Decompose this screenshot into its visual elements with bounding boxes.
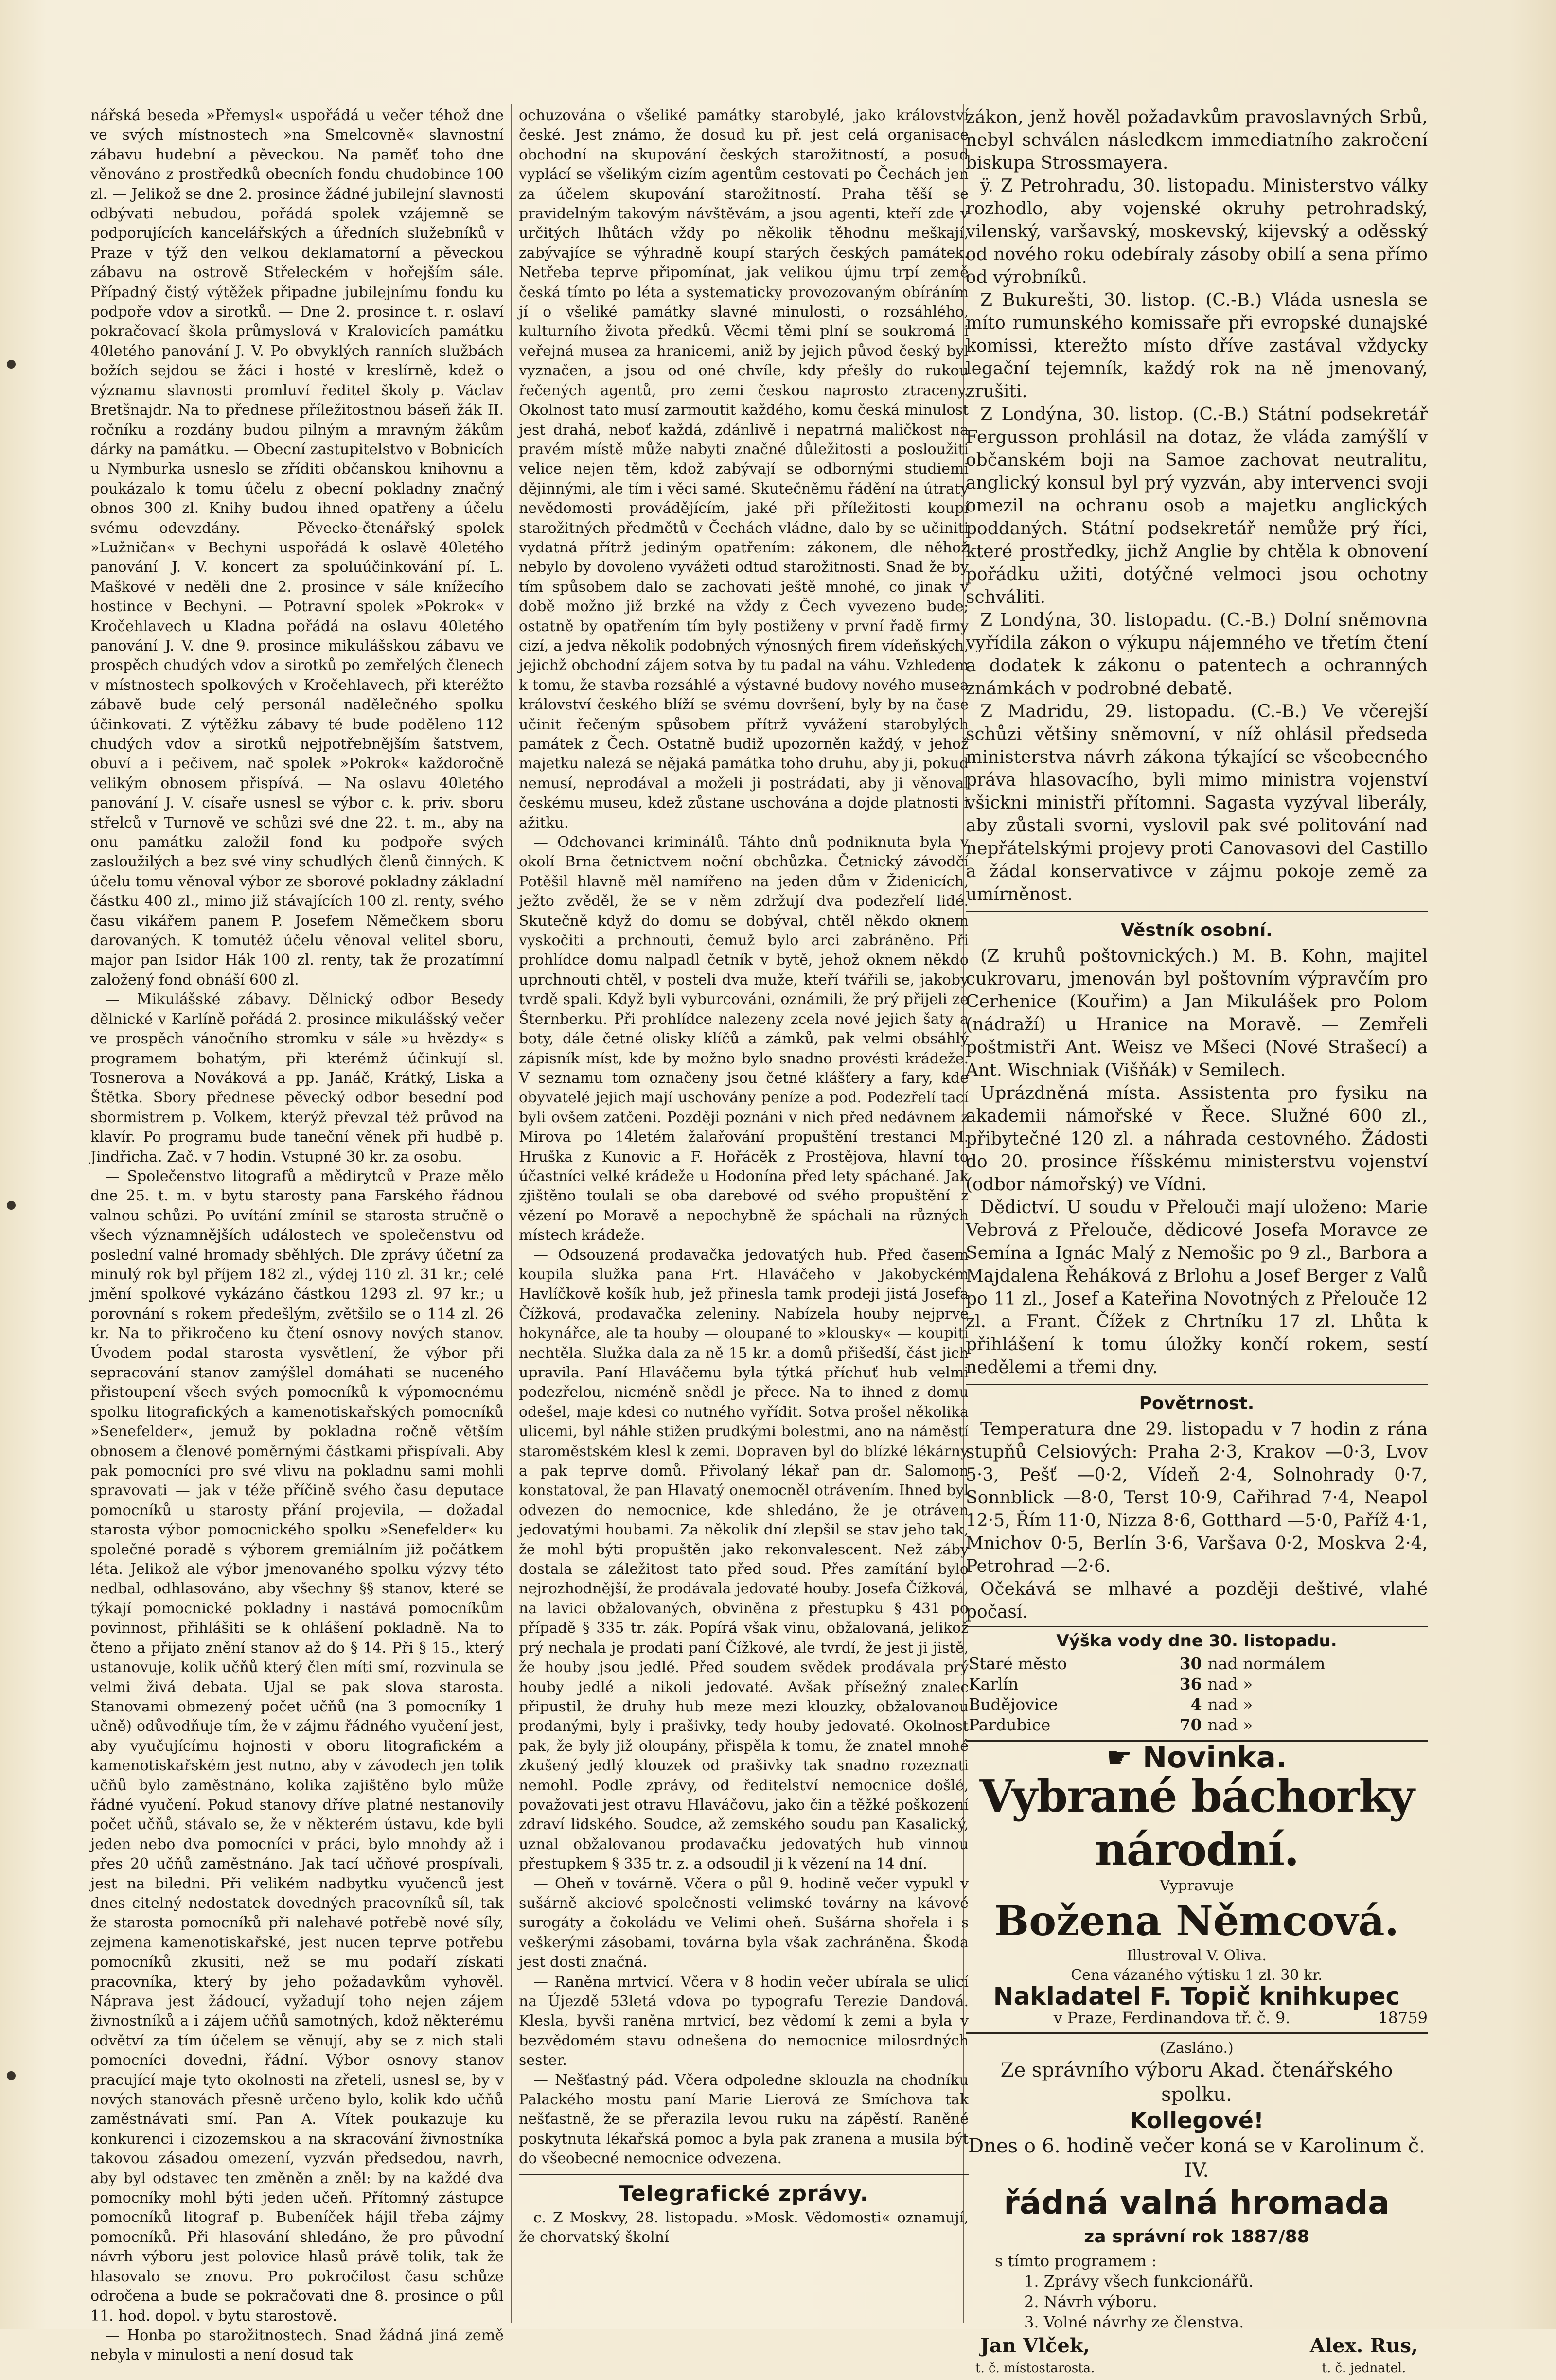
table-row: Staré město 30 nad normálem bbox=[969, 1654, 1326, 1673]
telegraph-paragraph: Z Bukurešti, 30. listop. (C.-B.) Vláda usnesla se míto rumunského komissaře při evropské dunajské komissi, kterežto místo dříve zastával vždycky legační tejemník, každý rok na ně jmenovaný, zrušiti. bbox=[966, 290, 1428, 402]
inheritance-paragraph: Dědictví. U soudu v Přelouči mají uloženo: Marie Vebrová z Přelouče, dědicové Josefa Moravce ze Semína a Ignác Malý z Nemošic po 9 zl., Barbora a Majdalena Řeháková z Brlohu a Josef Berger z Valů po 11 zl., Josef a Kateřina Novotných z Přelouče 12 zl. a Frant. Čížek z Chrtníku 17 zl. Lhůta k přihlášení k tomu úložky končí rokem, sestí nedělemi a třemi dny. bbox=[966, 1198, 1428, 1377]
article-paragraph: nářská beseda »Přemysl« uspořádá u večer téhož dne ve svých místnostech »na Smelcovně« slavnostní zábavu hudební a pěveckou. Na paměť toho dne věnováno z prostředků obecních fondu chudobince 100 zl. — Jelikož se dne 2. prosince žádné jubilejní slavnosti odbývati nebudou, pořádá spolek vzájemně se podporujících kancelářských a úředních služebníků v Praze v týž den velkou deklamatorní a pěveckou zábavu na ostrově Střeleckém v hořejším sále. Případný čistý výtěžek připadne jubilejnímu fondu ku podpoře vdov a sirotků. — Dne 2. prosince t. r. oslaví pokračovací škola průmyslová v Kralovicích památku 40letého panování J. V. Po obvyklých ranních službách božích sejdou se žáci i hosté v kreslírně, kdež o významu slavnosti promluví ředitel školy p. Václav Bretšnajdr. Na to přednese příležitostnou báseň žák II. ročníku a rozdány budou pilným a mravným žákům dárky na památku. — Obecní zastupitelstvo v Bobnicích u Nymburka usneslo se zříditi občanskou knihovnu a poukázalo k tomu účelu z obecní pokladny značný obnos 300 zl. Knihy budou ihned opatřeny a účelu svému odevzdány. — Pěvecko-čtenářský spolek »Lužničan« v Bechyni uspořádá k oslavě 40letého panování J. V. koncert za spoluúčinkování pí. L. Maškové v neděli dne 2. prosince v sále knížecího hostince v Bechyni. — Potravní spolek »Pokrok« v Kročehlavech u Kladna pořádá na oslavu 40letého panování J. V. dne 9. prosince mikulášskou zábavu ve prospěch chudých vdov a sirotků po zemřelých členech v místnostech spolkových v Kročehlavech, při kteréžto zábavě bude celý personál nadělečného spolku účinkovati. Z výtěžku zábavy té bude poděleno 112 chudých vdov a sirotků nejpotřebnějším šatstvem, obuví a i pečivem, nač spolek »Pokrok« každoročně velikým obnosem přispívá. — Na oslavu 40letého panování J. V. císaře usnesl se výbor c. k. priv. sboru střelců v Turnově ve schůzi své dne 22. t. m., aby na onu památku založil fond ku podpoře svých zasloužilých a bez své viny schudlých členů činných. K účelu tomu věnoval výbor ze sborové pokladny základní částku 400 zl., mimo již stávajících 100 zl. renty, svého času vikářem panem P. Josefem Němečkem sboru darovaných. K tomutéž účelu věnoval velitel sboru, major pan Isidor Hák 100 zl. renty, tak že prozatímní založený fond obnáší 600 zl. bbox=[90, 107, 504, 988]
ad-program-item: 3. Volné návrhy ze členstva. bbox=[1024, 2313, 1244, 2331]
ad-address-row bbox=[966, 2008, 1428, 2027]
ad-program-item: 2. Návrh výboru. bbox=[1024, 2292, 1157, 2311]
ad-program bbox=[966, 2251, 1428, 2332]
column-rule bbox=[511, 104, 512, 2323]
vestnik-paragraph: (Z kruhů poštovnických.) M. B. Kohn, majitel cukrovaru, jmenován byl poštovním výpravčím pro Cerhenice (Kouřim) a Jan Mikulášek pro Polom (nádraží) u Hranice na Moravě. — Zemřeli poštmistři Ant. Weisz ve Mšeci (Nové Strašecí) a Ant. Wischniak (Višňák) v Semilech. bbox=[966, 946, 1428, 1080]
book-advertisement bbox=[966, 1741, 1428, 2027]
article-paragraph: — Odchovanci kriminálů. Táhto dnů podniknuta byla v okolí Brna četnictvem noční obchůzka. Četnický závodčí Potěšil hlavně měl namířeno na jeden dům v Židenicích, ježto zvěděl, že se v něm zdržují dva podezřelí lidé. Skutečně když do domu se dobýval, chtěl někdo oknem vyskočiti a prchnouti, čemuž bylo arci zabráněno. Při prohlídce domu nalpadl četník v bytě, jehož oknem někdo uprchnouti chtěl, v posteli dva muže, kteří tvářili se, jakoby tvrdě spali. Když byli vyburcováni, oznámili, že prý přijeli ze Šternberku. Při prohlídce nalezeny zcela nové jejich šaty a boty, dále četné olisky klíčů a zámků, pak velmi obsáhlý zápisník míst, kde by možno bylo snadno provésti krádeže. V seznamu tom označeny jsou četné klášťery a fary, kde obyvatelé jejich mají uschovány peníze a pod. Podezřelí tací byli ovšem zatčeni. Později poznáni v nich před nedávnem z Mirova po 14letém žalařování propuštění trestanci M. Hruška z Kunovic a F. Hořácěk z Prostějova, hlavní to účastníci velké krádeže u Hodonína před lety spáchané. Jak zjištěno toulali se oba darebové od svého propuštění z vězení po Moravě a nepochybně že spáchali na různých místech krádeže. bbox=[519, 834, 969, 1244]
table-row: Budějovice 4 nad » bbox=[969, 1695, 1253, 1714]
divider bbox=[966, 911, 1428, 912]
ad-price: Cena vázaného výtisku 1 zl. 30 kr. bbox=[1071, 1967, 1323, 1984]
ad-signature: Jan Vlček, t. č. místostarosta. bbox=[975, 2334, 1095, 2376]
ad-address: v Praze, Ferdinandova tř. č. 9. bbox=[1053, 2009, 1291, 2027]
ad-sent-label: (Zasláno.) bbox=[1160, 2040, 1234, 2057]
divider bbox=[966, 2032, 1428, 2034]
article-paragraph: — Nešťastný pád. Včera odpoledne sklouzla na chodníku Palackého mostu paní Marie Lierová ze Smíchova tak nešťastně, že se přerazila levou ruku na zápěstí. Raněné poskytnuta lékařská pomoc a byla pak zranena a musila být do všeobecné nemocnice odvezena. bbox=[519, 2071, 969, 2168]
article-paragraph: — Oheň v továrně. Včera o půl 9. hodině večer vypukl v sušárně akciové společnosti velimské továrny na kávové surogáty a čokoládu ve Velimi oheň. Sušárna shořela i s veškerými zásobami, továrna byla však zachráněna. Škoda jest dosti značná. bbox=[519, 1875, 969, 1971]
article-paragraph: ochuzována o všeliké památky starobylé, jako království české. Jest známo, že dosud ku př. jest celá organisace obchodní na skupování českých starožitností, a posud vyplácí se všelikým cizím agentům cestovati po Čechách jen za účelem skupování starožitností. Praha těší se pravidelným takovým návštěvám, a jsou agenti, kteří zde v určitých lhůtách vždy po několik těhodnu meškají, zabývajíce se výhradně koupí starých českých památek. Netřeba teprve připomínat, jak velikou újmu trpí země česká tímto po léta a systematicky provozovaným obíráním jí o všeliké památky slavné minulosti, o rozsáhlého, kulturního života předků. Věcmi těmi plní se soukromá i veřejná musea za hranicemi, aniž by jejich původ český byl vyznačen, a jsou od oné chvíle, kdy přešly do rukou řečených agentů, pro zemi českou naprosto ztraceny. Okolnost tato musí zarmoutit každého, komu česká minulost jest drahá, neboť každá, zdánlivě i nepatrná maličkost na pravém místě může nabyti značné důležitosti a posloužiti velice nejen těm, kdož zabývají se odbornými studiemi dějinnými, ale tím i věci samé. Skutečněmu řádění na útraty nevědomosti provádějícím, jaké při příležitosti koupí starožitných předmětů v Čechách vládne, dalo by se učiniti vydatná přítrž jediným opatřením: zákonem, dle něhož nebylo by dovoleno vyvážeti odtud starožitnosti. Snad že by tím spůsobem dalo se zachovati ještě mnohé, co jinak v době možno již brzké na vždy z Čech vyvezeno bude; ostatně by opatřením tím byly postiženy v první řadě firmy cizí, a jedva několik podobných výnosných firem vídeňských, jejichž obchodní zájem sotva by tu padal na váhu. Vzhledem k tomu, že stavba rozsáhlé a výstavné budovy nového musea království českého blíží se svému dovršení, byly by na čase učinit řečeným spůsobem přítrž vyvážení starobylých památek z Čech. Ostatně budiž upozorněn každý, v jehož majetku nalezá se nějaká památka toho druhu, aby ji, pokud nemusí, neprodával a moželi ji postrádati, aby ji věnoval českému museu, kdež zůstane uschována a dojde platnosti i ažitku. bbox=[519, 107, 969, 831]
divider bbox=[966, 1384, 1428, 1385]
water-level-table bbox=[966, 1654, 1428, 1735]
ad-year: za správní rok 1887/88 bbox=[1084, 2227, 1309, 2247]
column-2 bbox=[519, 106, 969, 2323]
telegraph-paragraph: Z Londýna, 30. listopadu. (C.-B.) Dolní sněmovna vyřídila zákon o výkupu nájemného ve třetím čtení a dodatek k zákonu o patentech a ochranných známkách v podrobné debatě. bbox=[966, 610, 1428, 699]
divider bbox=[966, 1626, 1428, 1627]
ad-illustrator: Illustroval V. Oliva. bbox=[1127, 1947, 1267, 1964]
ad-program-intro: s tímto programem : bbox=[995, 2252, 1157, 2270]
ad-author: Božena Němcová. bbox=[994, 1897, 1399, 1945]
telegraph-paragraph: zákon, jenž hověl požadavkům pravoslavných Srbů, nebyl schválen následkem immediatního zakročení biskupa Strossmayera. bbox=[966, 107, 1428, 173]
ad-invitation: Dnes o 6. hodině večer koná se v Karolinum č. IV. bbox=[968, 2135, 1425, 2182]
ad-publisher: Nakladatel F. Topič knihkupec bbox=[993, 1982, 1400, 2010]
meeting-advertisement bbox=[966, 2039, 1428, 2380]
telegraph-paragraph: ÿ. Z Petrohradu, 30. listopadu. Ministerstvo války rozhodlo, aby vojenské okruhy petrohradský, vilenský, varšavský, moskevský, kijevský a oděsský od nového roku odebíraly zásoby obilí a sena přímo od výrobníků. bbox=[966, 176, 1428, 287]
weather-paragraph: Temperatura dne 29. listopadu v 7 hodin z rána stupňů Celsiových: Praha 2·3, Krakov —0·3, Lvov 5·3, Pešť —0·2, Vídeň 2·4, Solnohrady 0·7, Sonnblick —8·0, Terst 10·9, Cařihrad 7·4, Neapol 12·5, Řím 11·0, Nizza 8·6, Gotthard —5·0, Paříž 4·1, Mnichov 0·5, Berlín 3·6, Varšava 0·2, Moskva 2·4, Petrohrad —2·6. bbox=[966, 1419, 1428, 1576]
ad-novelty-label: ☛ Novinka. bbox=[1106, 1741, 1287, 1775]
article-paragraph: — Společenstvo litografů a mědirytců v Praze mělo dne 25. t. m. v bytu starosty pana Farského řádnou valnou schůzi. Po uvítání zmínil se starosta stručně o všech významnějších událostech ve společenstvu od poslední valné hromady sběhlých. Dle zprávy účetní za minulý rok byl příjem 182 zl., výdej 110 zl. 31 kr.; celé jmění spolkové vykázáno částkou 1293 zl. 97 kr.; u porovnání s rokem předešlým, zvětšilo se o 114 zl. 26 kr. Na to přikročeno ku čtení osnovy nových stanov. Úvodem podal starosta vysvětlení, že výbor při sepracování stanov zamýšlel domáhati se nuceného přistoupení všech svých pomocníků k výpomocnému spolku litografických a kamenotiskařských pomocníků »Senefelder«, jemuž by pokladna ročně větším obnosem a členové poměrnými částkami přispívali. Aby pak pomocníci pro své vlivu na pokladnu sami mohli spravovati — jak v téže příčině svého času deputace pomocníků u starosty přání projevila, — dožadal starosta výbor pomocnického spolku »Senefelder« ku společné poradě s výborem gremiálním již počátkem léta. Jelikož ale výbor jmenovaného spolku výzvy této nedbal, odhlasováno, aby všechny §§ stanov, které se týkají pomocnické pokladny i nastává pomocníkům povinnost, přihlášiti se k ohlášení pokladně. Na to čteno a přijato znění stanov až do § 14. Při § 15., který ustanovuje, kolik učňů který člen míti smí, rozvinula se velmi živá debata. Ujal se pak slova starosta. Stanovami obmezený počet učňů (na 3 pomocníky 1 učně) odůvodňuje tím, že v zájmu řádného vyučení jest, aby vyučujícímu hojnosti v oboru litografickém a kamenotiskařském jest nutno, aby v závodech jen tolik učňů bylo zaměstnáno, kolika zajištěno bylo může řádné vyučení. Pokud stanovy dříve platné nestanovily počet učňů, stávalo se, že v některém ústavu, kde byli jeden nebo dva pomocníci v práci, bylo mnohdy až i přes 20 učňů zaměstnáno. Jak tací učňové prospívali, jest na biledni. Při velikém nadbytku vyučenců jest dnes citelný nedostatek dovedných pracovníků síl, tak že starosta pomocníků při nalehavé potřebě nové síly, zejmena kamenotiskařské, jest nucen teprve potřebu pomocníků zkusiti, než se mu podaří získati pracovníka, který by jeho požadavkům vyhověl. Náprava jest žádoucí, vyžadují toho nejen zájem živnostníků a i zájem učňů samotných, kdož některému odvětví za tím účelem se věnují, aby se z nich stali pomocníci dovedni, řádní. Výbor osnovy stanov pracující maje tyto okolnosti na zřeteli, usnesl se, by v nových stanovách přesně určeno bylo, kolik kdo učňů zaměstnávati smí. Pan A. Vítek poukazuje ku konkurenci i cizozemskou a na skracování živnostníka takovou zásadou omezení, vyzván předsedou, navrh, aby byl odstavec ten změněn a zněl: by na každé dva pomocníky mohl býti jeden učeň. Přítomný zástupce pomocníků litograf p. Bubeníček hájil třeba zájmy pomocníků. Při hlasování shledáno, že pro původní návrh výboru jest polovice hlasů právě tolik, tak že hlasovalo se znovu. Pro pokročilost času schůze odročena a bude se pokračovati dne 8. prosince o půl 11. hod. dopol. v bytu starostově. bbox=[90, 1167, 504, 2325]
ad-signatures bbox=[966, 2332, 1428, 2380]
water-heading: Výška vody dne 30. listopadu. bbox=[1056, 1631, 1337, 1651]
article-paragraph: — Honba po starožitnostech. Snad žádná jiná země nebyla v minulosti a není dosud tak bbox=[90, 2327, 504, 2364]
table-row: Pardubice 70 nad » bbox=[969, 1715, 1253, 1734]
telegraph-paragraph: Z Madridu, 29. listopadu. (C.-B.) Ve včerejší schůzi většiny sněmovní, v níž ohlásil předseda ministerstva návrh zákona týkající se všeobecného práva hlasovacího, byli mimo ministra vojenství všickni ministři přítomni. Sagasta vyzýval liberály, aby zůstali svorni, vyslovil pak své politování nad nepřátelskými projevy proti Canovasovi del Castillo a žádal konservativce v zájmu pokoje země za umírněnost. bbox=[966, 702, 1428, 904]
ad-number: 18759 bbox=[1378, 2009, 1428, 2027]
punch-hole bbox=[7, 1201, 16, 1210]
article-paragraph: — Mikulášské zábavy. Dělnický odbor Besedy dělnické v Karlíně pořádá 2. prosince mikulášský večer ve prospěch vánočního stromku v sále »u hvězdy« s programem bohatým, při kterémž účinkují sl. Tosnerova a Nováková a pp. Janáč, Krátký, Liska a Štětka. Sbory přednese pěvecký odbor besední pod sbormistrem p. Volkem, kterýž převzal též průvod na klavír. Po programu bude taneční věnek při hudbě p. Jindřicha. Zač. v 7 hodin. Vstupné 30 kr. za osobu. bbox=[90, 991, 504, 1165]
ad-narrated-by: Vypravuje bbox=[1159, 1877, 1234, 1894]
ad-headline: řádná valná hromada bbox=[1004, 2184, 1390, 2221]
ad-program-item: 1. Zprávy všech funkcionářů. bbox=[1024, 2272, 1254, 2291]
ad-salutation: Kollegové! bbox=[1130, 2107, 1264, 2133]
punch-hole bbox=[7, 2071, 16, 2080]
article-paragraph: — Raněna mrtvicí. Včera v 8 hodin večer ubírala se ulicí na Újezdě 53letá vdova po typografu Terezie Dandová. Klesla, byvši raněna mrtvicí, bez vědomí k zemi a byla v bezvědomém stavu odnešena do nemocnice milosrdných sester. bbox=[519, 1973, 969, 2069]
punch-hole bbox=[7, 360, 16, 369]
telegraph-heading: Telegrafické zprávy. bbox=[619, 2181, 869, 2206]
telegraph-paragraph: c. Z Moskvy, 28. listopadu. »Mosk. Vědomosti« oznamují, že chorvatský školní bbox=[519, 2209, 969, 2246]
telegraph-paragraph: Z Londýna, 30. listop. (C.-B.) Státní podsekretář Fergusson prohlásil na dotaz, že vláda zamýšlí v občanském boji na Samoe zachovat neutralitu, anglický konsul byl prý vyzván, aby intervenci svoji omezil na ochranu osob a majetku anglických poddaných. Státní podsekretář nemůže prý říci, které prostředky, jichž Anglie by chtěla k obnovení pořádku užiti, dotýčné velmoci jsou ochotny schváliti. bbox=[966, 405, 1428, 607]
weather-heading: Povětrnost. bbox=[1139, 1393, 1255, 1413]
article-paragraph: — Odsouzená prodavačka jedovatých hub. Před časem koupila služka pana Frt. Hlaváčeho v Jakobyckém Havlíčkově košík hub, jež přinesla tamk prodeji jistá Josefa Čížková, prodavačka zeleniny. Nabízela houby nejprve hokynářce, ale ta houby — oloupané to »klousky« — koupiti nechtěla. Služka dala za ně 15 kr. a domů přišedší, část jich upravila. Paní Hlaváčemu byla týtká příchuť hub velmi podezřelou, nicméně snědl je přece. Na to ihned z domu odešel, maje kdesi co nutného vyřídit. Sotva prošel několika ulicemi, byl náhle stižen prudkými bolestmi, ano na náměstí staroměstském klesl k zemi. Dopraven byl do blízké lékárny a pak teprve domů. Přivolaný lékař pan dr. Salomon konstatoval, že pan Hlavatý onemocněl otrávením. Ihned byl odvezen do nemocnice, kde shledáno, že je otráven jedovatými houbami. Za několik dní zlepšil se stav jeho tak, že mohl býti propuštěn jako rekonvalescent. Než záby dostala se záležitost tato před soud. Přes zamítání bylo nejrozhodnější, že prodávala jedovaté houby. Josefa Čížková, na lavici obžalovaných, obviněna z přestupku § 431 po případě § 335 tr. zák. Popírá však vinu, obžalovaná, jelikož prý nechala je prodati paní Čížkové, ale tvrdí, že jest ji jistě, že houby jsou jedlé. Před soudem svědek prodávala prý houby jedlé a nikoli jedovaté. Avšak přísežný znalec připustil, že druhy hub meze mezi klouzky, obžalovanou prodanými, byly i prašivky, tedy houby jedovaté. Okolnost pak, že byly již oloupány, přispěla k tomu, že znatel mnohé zkušený jedlý klouzek od prašivky tak snadno rozeznati nemohl. Podle zprávy, od ředitelství nemocnice došlé, považovati jest otravu Hlaváčovu, jako čin a těžké poškození zdraví lidského. Soudce, až zemského soudu pan Kasalický, uznal obžalovanou prodavačku jedovatých hub vinnou přestupkem § 335 tr. z. a odsoudil ji k vězení na 14 dní. bbox=[519, 1246, 969, 1873]
column-3 bbox=[966, 106, 1428, 2376]
table-row: Karlín 36 nad » bbox=[969, 1675, 1253, 1693]
column-1 bbox=[90, 106, 504, 2364]
ad-from: Ze správního výboru Akad. čtenářského spolku. bbox=[1000, 2059, 1393, 2106]
vestnik-heading: Věstník osobní. bbox=[1121, 920, 1273, 940]
vacancy-paragraph: Uprázdněná místa. Assistenta pro fysiku na akademii námořské v Řece. Služné 600 zl., přibytečné 120 zl. a náhrada cestovného. Žádosti do 20. prosince říšskému ministerstvu vojenství (odbor námořský) ve Vídni. bbox=[966, 1083, 1428, 1195]
ad-book-title: Vybrané báchorky národní. bbox=[979, 1770, 1414, 1876]
weather-forecast: Očekává se mlhavé a později deštivé, vlahé počasí. bbox=[966, 1579, 1428, 1622]
ad-signature: Alex. Rus, t. č. jednatel. bbox=[1309, 2334, 1418, 2376]
divider bbox=[519, 2174, 969, 2175]
